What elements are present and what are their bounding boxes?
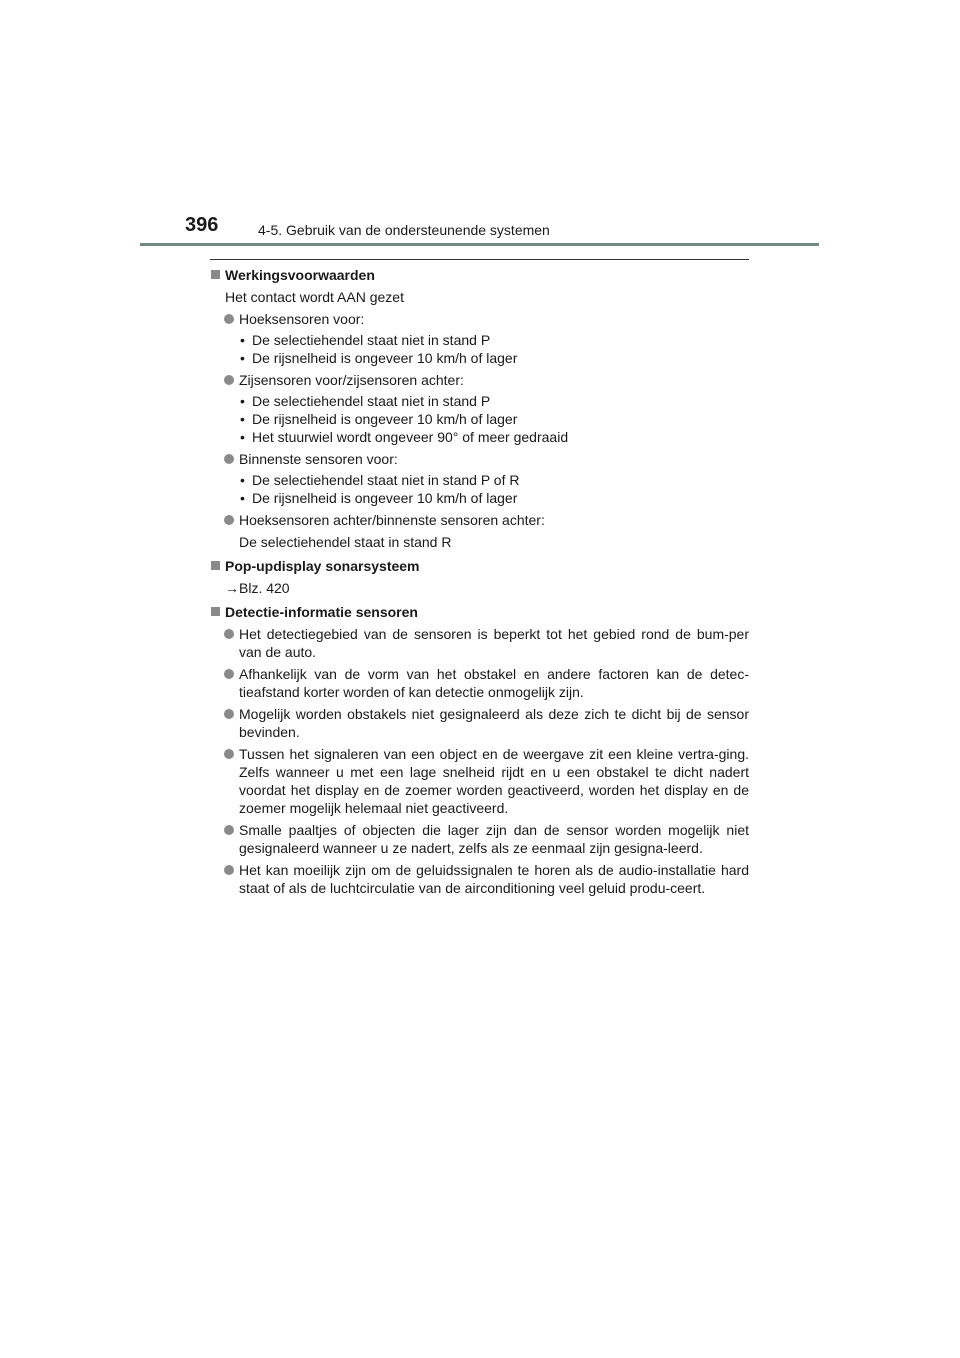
section-heading-text: Detectie-informatie sensoren bbox=[225, 604, 418, 620]
dot-icon: • bbox=[240, 429, 245, 445]
sub-list-item bbox=[239, 428, 749, 446]
list-item-text: Smalle paaltjes of objecten die lager zijn dan de sensor worden mogelijk niet gesignaleerd wanneer u ze nadert, zelfs als ze eenmaal zijn gesigna-leerd. bbox=[239, 822, 749, 856]
section-heading-detectie-informatie bbox=[210, 603, 749, 621]
section-heading-pop-updisplay bbox=[210, 557, 749, 575]
sub-list-item-text: De selectiehendel staat niet in stand P bbox=[252, 393, 491, 409]
list-item-text: Hoeksensoren achter/binnenste sensoren achter: bbox=[239, 512, 545, 528]
section-intro: Het contact wordt AAN gezet bbox=[225, 289, 404, 305]
round-bullet-icon bbox=[224, 825, 234, 835]
round-bullet-icon bbox=[224, 749, 234, 759]
sub-list-item bbox=[239, 349, 749, 367]
round-bullet-icon bbox=[224, 375, 234, 385]
list-item-text: Mogelijk worden obstakels niet gesignaleerd als deze zich te dicht bij de sensor bevinden. bbox=[239, 706, 749, 740]
section-heading-text: Pop-updisplay sonarsysteem bbox=[225, 558, 420, 574]
list-item-note: De selectiehendel staat in stand R bbox=[239, 534, 452, 550]
list-item bbox=[210, 745, 749, 817]
chapter-title: 4-5. Gebruik van de ondersteunende systemen bbox=[258, 222, 550, 238]
sub-list-item bbox=[239, 489, 749, 507]
sub-list-item-text: De rijsnelheid is ongeveer 10 km/h of lager bbox=[252, 490, 518, 506]
list-item bbox=[210, 310, 749, 367]
square-bullet-icon bbox=[211, 561, 220, 570]
list-item-text: Tussen het signaleren van een object en de weergave zit een kleine vertra-ging. Zelfs wanneer u met een lage snelheid rijdt en u een obstakel te dicht nadert voordat het display en de zoemer worden geactiveerd, worden het display en de zoemer mogelijk helemaal niet geactiveerd. bbox=[239, 746, 749, 816]
list-item bbox=[210, 821, 749, 857]
sub-list-item-text: De selectiehendel staat niet in stand P bbox=[252, 332, 491, 348]
dot-icon: • bbox=[240, 472, 245, 488]
dot-icon: • bbox=[240, 332, 245, 348]
list-item-text: Zijsensoren voor/zijsensoren achter: bbox=[239, 372, 464, 388]
round-bullet-icon bbox=[224, 669, 234, 679]
section-heading-werkingsvoorwaarden bbox=[210, 266, 749, 284]
header-rule bbox=[140, 243, 819, 246]
round-bullet-icon bbox=[224, 865, 234, 875]
sub-list-item bbox=[239, 410, 749, 428]
sub-list-item-text: De selectiehendel staat niet in stand P of R bbox=[252, 472, 520, 488]
section-rule bbox=[210, 259, 749, 260]
square-bullet-icon bbox=[211, 270, 220, 279]
sub-list bbox=[239, 392, 749, 446]
list-item bbox=[210, 665, 749, 701]
sub-list-item-text: De rijsnelheid is ongeveer 10 km/h of lager bbox=[252, 350, 518, 366]
list-item bbox=[210, 511, 749, 529]
list-item bbox=[210, 861, 749, 897]
dot-icon: • bbox=[240, 393, 245, 409]
sub-list bbox=[239, 471, 749, 507]
round-bullet-icon bbox=[224, 629, 234, 639]
round-bullet-icon bbox=[224, 454, 234, 464]
section-heading-text: Werkingsvoorwaarden bbox=[225, 267, 375, 283]
dot-icon: • bbox=[240, 350, 245, 366]
page-reference-link[interactable]: →Blz. 420 bbox=[225, 580, 290, 596]
round-bullet-icon bbox=[224, 709, 234, 719]
round-bullet-icon bbox=[224, 314, 234, 324]
list-item-text: Het detectiegebied van de sensoren is beperkt tot het gebied rond de bum-per van de auto. bbox=[239, 626, 749, 660]
sub-list-item bbox=[239, 392, 749, 410]
sub-list-item bbox=[239, 471, 749, 489]
list-item bbox=[210, 371, 749, 446]
page-number: 396 bbox=[185, 214, 219, 236]
list-item-text: Het kan moeilijk zijn om de geluidssignalen te horen als de audio-installatie hard staat of als de luchtcirculatie van de airconditioning veel geluid produ-ceert. bbox=[239, 862, 749, 896]
dot-icon: • bbox=[240, 411, 245, 427]
list-item-text: Hoeksensoren voor: bbox=[239, 311, 365, 327]
round-bullet-icon bbox=[224, 515, 234, 525]
sub-list-item bbox=[239, 331, 749, 349]
list-item bbox=[210, 705, 749, 741]
list-item-text: Binnenste sensoren voor: bbox=[239, 451, 398, 467]
sub-list-item-text: Het stuurwiel wordt ongeveer 90° of meer gedraaid bbox=[252, 429, 569, 445]
square-bullet-icon bbox=[211, 607, 220, 616]
list-item bbox=[210, 625, 749, 661]
list-item bbox=[210, 450, 749, 507]
page-content bbox=[210, 266, 749, 901]
dot-icon: • bbox=[240, 490, 245, 506]
sub-list-item-text: De rijsnelheid is ongeveer 10 km/h of lager bbox=[252, 411, 518, 427]
sub-list bbox=[239, 331, 749, 367]
list-item-text: Afhankelijk van de vorm van het obstakel en andere factoren kan de detec-tieafstand korter worden of kan detectie onmogelijk zijn. bbox=[239, 666, 749, 700]
